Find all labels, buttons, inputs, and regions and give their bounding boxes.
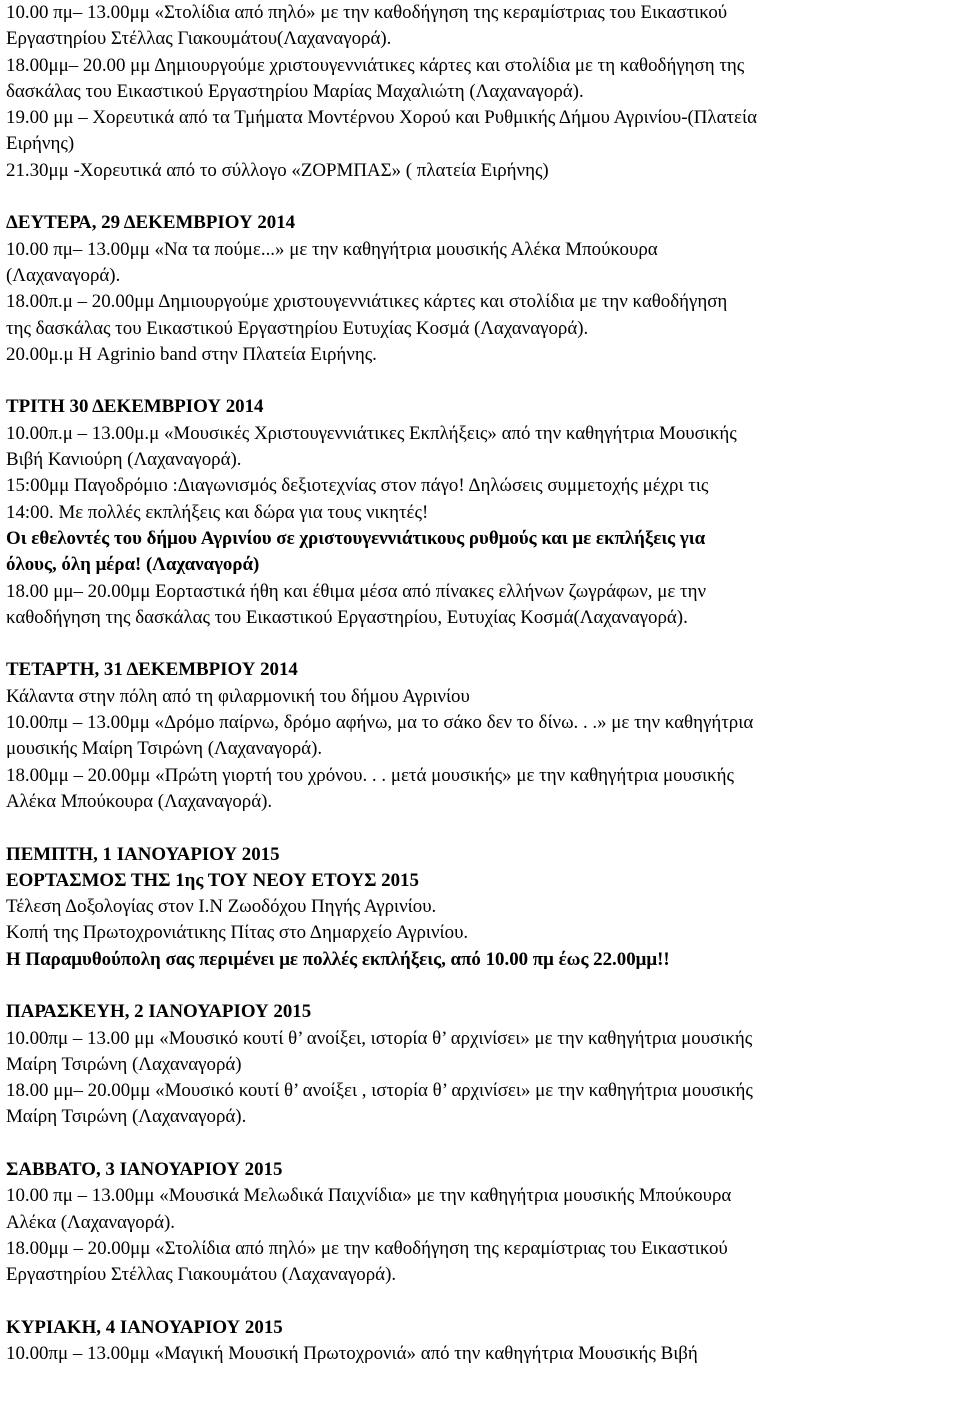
blank-line: [6, 184, 954, 210]
section-heading-line: ΤΕΤΑΡΤΗ, 31 ΔΕΚΕΜΒΡΙΟΥ 2014: [6, 659, 298, 681]
text-line: 15:00μμ Παγοδρόμιο :Διαγωνισμός δεξιοτεχνίας στον πάγο! Δηλώσεις συμμετοχής μέχρι τις: [6, 475, 709, 497]
text-line: 10.00 πμ– 13.00μμ «Να τα πούμε...» με την καθηγήτρια μουσικής Αλέκα Μπούκουρα: [6, 238, 658, 260]
blank-line: [6, 815, 954, 841]
text-line: 18.00μμ – 20.00μμ «Πρώτη γιορτή του χρόνου. . . μετά μουσικής» με την καθηγήτρια μουσικής: [6, 764, 735, 786]
section-heading-line: όλους, όλη μέρα! (Λαχαναγορά): [6, 554, 260, 576]
text-line: της δασκάλας του Εικαστικού Εργαστηρίου Ευτυχίας Κοσμά (Λαχαναγορά).: [6, 317, 589, 339]
text-line: 10.00πμ – 13.00 μμ «Μουσικό κουτί θ’ ανοίξει, ιστορία θ’ αρχινίσει» με την καθηγήτρια μουσικής: [6, 1027, 753, 1049]
section-heading-line: ΠΕΜΠΤΗ, 1 ΙΑΝΟΥΑΡΙΟΥ 2015: [6, 843, 280, 865]
text-line: 18.00 μμ– 20.00μμ «Μουσικό κουτί θ’ ανοίξει , ιστορία θ’ αρχινίσει» με την καθηγήτρια μουσικής: [6, 1080, 753, 1102]
text-line: 19.00 μμ – Χορευτικά από τα Τμήματα Μοντέρνου Χορού και Ρυθμικής Δήμου Αγρινίου-(Πλατεία: [6, 107, 757, 129]
text-line: 10.00πμ – 13.00μμ «Δρόμο παίρνω, δρόμο αφήνω, μα το σάκο δεν το δίνω. . .» με την καθηγήτρια: [6, 712, 754, 734]
text-line: Ειρήνης): [6, 133, 75, 155]
text-line: Μαίρη Τσιρώνη (Λαχαναγορά).: [6, 1106, 247, 1128]
section-heading-line: ΤΡΙΤΗ 30 ΔΕΚΕΜΒΡΙΟΥ 2014: [6, 396, 264, 418]
text-line: 20.00μ.μ Η Agrinio band στην Πλατεία Ειρήνης.: [6, 343, 377, 365]
text-line: Κοπή της Πρωτοχρονιάτικης Πίτας στο Δημαρχείο Αγρινίου.: [6, 922, 469, 944]
text-line: Βιβή Κανιούρη (Λαχαναγορά).: [6, 449, 242, 471]
blank-line: [6, 1289, 954, 1315]
text-line: 18.00μμ – 20.00μμ «Στολίδια από πηλό» με την καθοδήγηση της κεραμίστριας του Εικαστικού: [6, 1237, 728, 1259]
text-line: 10.00π.μ – 13.00μ.μ «Μουσικές Χριστουγεννιάτικες Εκπλήξεις» από την καθηγήτρια Μουσικής: [6, 422, 737, 444]
text-line: Εργαστηρίου Στέλλας Γιακουμάτου (Λαχαναγορά).: [6, 1264, 397, 1286]
text-line: 18.00μμ– 20.00 μμ Δημιουργούμε χριστουγεννιάτικες κάρτες και στολίδια με τη καθοδήγηση της: [6, 54, 745, 76]
blank-line: [6, 631, 954, 657]
text-line: 10.00 πμ – 13.00μμ «Μουσικά Μελωδικά Παιχνίδια» με την καθηγήτρια μουσικής Μπούκουρα: [6, 1185, 732, 1207]
text-line: Εργαστηρίου Στέλλας Γιακουμάτου(Λαχαναγορά).: [6, 28, 392, 50]
section-heading-line: ΕΟΡΤΑΣΜΟΣ ΤΗΣ 1ης ΤΟΥ ΝΕΟΥ ΕΤΟΥΣ 2015: [6, 869, 419, 891]
section-heading-line: ΠΑΡΑΣΚΕΥΗ, 2 ΙΑΝΟΥΑΡΙΟΥ 2015: [6, 1001, 312, 1023]
blank-line: [6, 368, 954, 394]
text-line: Κάλαντα στην πόλη από τη φιλαρμονική του δήμου Αγρινίου: [6, 685, 470, 707]
text-line: 18.00π.μ – 20.00μμ Δημιουργούμε χριστουγεννιάτικες κάρτες και στολίδια με την καθοδήγηση: [6, 291, 728, 313]
text-line: 10.00 πμ– 13.00μμ «Στολίδια από πηλό» με την καθοδήγηση της κεραμίστριας του Εικαστικού: [6, 2, 728, 23]
section-heading-line: Η Παραμυθούπολη σας περιμένει με πολλές εκπλήξεις, από 10.00 πμ έως 22.00μμ!!: [6, 948, 670, 970]
section-heading-line: ΔΕΥΤΕΡΑ, 29 ΔΕΚΕΜΒΡΙΟΥ 2014: [6, 212, 296, 234]
text-line: μουσικής Μαίρη Τσιρώνη (Λαχαναγορά).: [6, 738, 323, 760]
text-line: Αλέκα Μπούκουρα (Λαχαναγορά).: [6, 790, 273, 812]
text-line: 14:00. Με πολλές εκπλήξεις και δώρα για τους νικητές!: [6, 501, 429, 523]
text-line: δασκάλας του Εικαστικού Εργαστηρίου Μαρίας Μαχαλιώτη (Λαχαναγορά).: [6, 80, 584, 102]
section-heading-line: ΚΥΡΙΑΚΗ, 4 ΙΑΝΟΥΑΡΙΟΥ 2015: [6, 1316, 283, 1338]
text-line: 21.30μμ -Χορευτικά από το σύλλογο «ΖΟΡΜΠΑΣ» ( πλατεία Ειρήνης): [6, 159, 549, 181]
section-heading-line: ΣΑΒΒΑΤΟ, 3 ΙΑΝΟΥΑΡΙΟΥ 2015: [6, 1159, 283, 1181]
text-line: 10.00πμ – 13.00μμ «Μαγική Μουσική Πρωτοχρονιά» από την καθηγήτρια Μουσικής Βιβή: [6, 1343, 698, 1365]
text-line: Μαίρη Τσιρώνη (Λαχαναγορά): [6, 1053, 242, 1075]
text-line: Τέλεση Δοξολογίας στον Ι.Ν Ζωοδόχου Πηγής Αγρινίου.: [6, 896, 437, 918]
text-line: καθοδήγηση της δασκάλας του Εικαστικού Εργαστηρίου, Ευτυχίας Κοσμά(Λαχαναγορά).: [6, 606, 688, 628]
blank-line: [6, 1131, 954, 1157]
text-line: (Λαχαναγορά).: [6, 264, 121, 286]
blank-line: [6, 973, 954, 999]
text-line: 18.00 μμ– 20.00μμ Εορταστικά ήθη και έθιμα μέσα από πίνακες ελλήνων ζωγράφων, με την: [6, 580, 707, 602]
section-heading-line: Οι εθελοντές του δήμου Αγρινίου σε χριστουγεννιάτικους ρυθμούς και με εκπλήξεις για: [6, 527, 706, 549]
text-line: Αλέκα (Λαχαναγορά).: [6, 1211, 176, 1233]
